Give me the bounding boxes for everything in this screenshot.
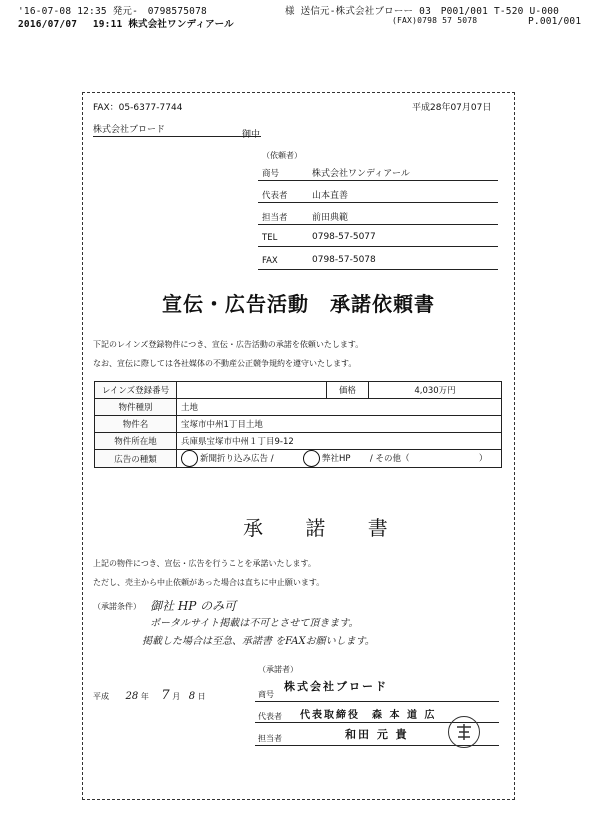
price-value: 4,030万円 bbox=[369, 382, 502, 399]
ad-option-2-circle-mark bbox=[303, 450, 320, 467]
ad-option-other: / その他（ bbox=[369, 454, 410, 464]
intro-line-1: 下記のレインズ登録物件につき、宣伝・広告活動の承諾を依頼いたします。 bbox=[93, 340, 364, 349]
table-row bbox=[95, 433, 502, 450]
recipient-honorific: 御中 bbox=[242, 130, 261, 140]
sender-person-value: 前田典範 bbox=[312, 213, 349, 223]
approver-person-label: 担当者 bbox=[258, 734, 282, 743]
price-label: 価格 bbox=[327, 382, 369, 399]
fax-header-line1-right: 様 送信元-株式会社ブローー 03 P001/001 T-520 U-000 bbox=[285, 6, 560, 17]
consent-date-month: 7 bbox=[161, 688, 170, 703]
reins-number-label: レインズ登録番号 bbox=[95, 382, 177, 399]
approver-company-label: 商号 bbox=[258, 690, 274, 699]
ad-option-newspaper: 新聞折り込み広告 / bbox=[200, 454, 274, 464]
consent-title-char-3: 書 bbox=[367, 516, 388, 540]
sender-company-value: 株式会社ワンディアール bbox=[312, 169, 410, 179]
consent-date bbox=[93, 688, 206, 703]
property-name-label: 物件名 bbox=[95, 416, 177, 433]
approver-rep-label: 代表者 bbox=[258, 712, 282, 721]
approver-section-label: （承諾者） bbox=[258, 665, 298, 674]
sender-person-line bbox=[258, 224, 498, 225]
document-title: 宣伝・広告活動 承諾依頼書 bbox=[162, 292, 435, 316]
sender-section-label: （依頼者） bbox=[262, 151, 302, 160]
condition-handwritten-1: 御社 HP のみ可 bbox=[150, 599, 237, 613]
property-name-value: 宝塚市中州1丁目土地 bbox=[177, 416, 502, 433]
reins-number-value bbox=[177, 382, 327, 399]
table-row bbox=[95, 399, 502, 416]
property-address-label: 物件所在地 bbox=[95, 433, 177, 450]
sender-person-label: 担当者 bbox=[262, 213, 288, 223]
fax-header-line2-right: P.001/001 bbox=[528, 16, 582, 27]
fax-header-line1-left: '16-07-08 12:35 発元- 0798575078 bbox=[18, 6, 207, 17]
sender-rep-value: 山本直善 bbox=[312, 191, 349, 201]
consent-date-day-unit: 日 bbox=[197, 692, 206, 701]
seal-icon bbox=[449, 717, 479, 747]
consent-date-day: 8 bbox=[188, 691, 196, 702]
sender-fax-line bbox=[258, 269, 498, 270]
personal-seal-stamp bbox=[448, 716, 480, 748]
property-table bbox=[94, 381, 502, 468]
ad-type-options bbox=[177, 450, 502, 468]
sender-rep-line bbox=[258, 202, 498, 203]
sender-fax-label: FAX bbox=[262, 256, 278, 266]
ad-option-1-circle-mark bbox=[181, 450, 198, 467]
approver-company-line bbox=[255, 701, 499, 702]
table-row bbox=[95, 450, 502, 468]
fax-header-line2-mid: (FAX)0798 57 5078 bbox=[392, 16, 478, 25]
sender-tel-value: 0798-57-5077 bbox=[312, 232, 376, 242]
approver-person-stamp: 和田 元 貴 bbox=[345, 728, 409, 741]
fax-to-number: FAX：05-6377-7744 bbox=[93, 103, 183, 113]
approver-rep-stamp: 代表取締役 森 本 道 広 bbox=[300, 710, 437, 721]
consent-title-char-2: 諾 bbox=[305, 516, 326, 540]
condition-handwritten-3: 掲載した場合は至急、承諾書 をFAXお願いします。 bbox=[142, 636, 375, 647]
table-row bbox=[95, 382, 502, 399]
ad-option-other-close: ） bbox=[478, 454, 488, 464]
recipient-name: 株式会社ブロード bbox=[93, 125, 166, 135]
consent-line-1: 上記の物件につき、宣伝・広告を行うことを承諾いたします。 bbox=[93, 559, 316, 568]
consent-date-year-unit: 年 bbox=[140, 692, 149, 701]
property-address-value: 兵庫県宝塚市中州１丁目9-12 bbox=[177, 433, 502, 450]
recipient-underline bbox=[93, 136, 261, 137]
sender-company-label: 商号 bbox=[262, 169, 280, 179]
property-type-value: 土地 bbox=[177, 399, 502, 416]
sender-tel-line bbox=[258, 246, 498, 247]
consent-date-era: 平成 bbox=[93, 692, 109, 701]
consent-date-month-unit: 月 bbox=[172, 692, 181, 701]
property-type-label: 物件種別 bbox=[95, 399, 177, 416]
consent-date-year: 28 bbox=[125, 691, 139, 702]
sender-fax-value: 0798-57-5078 bbox=[312, 255, 376, 265]
fax-header-line2-left: 2016/07/07 19:11 株式会社ワンディアール bbox=[18, 19, 234, 30]
sender-company-line bbox=[258, 180, 498, 181]
ad-type-label: 広告の種類 bbox=[95, 450, 177, 468]
consent-line-2: ただし、売主から中止依頼があった場合は直ちに中止願います。 bbox=[93, 578, 325, 587]
condition-handwritten-2: ポータルサイト掲載は不可とさせて頂きます。 bbox=[150, 618, 359, 629]
table-row bbox=[95, 416, 502, 433]
consent-title bbox=[225, 512, 406, 541]
consent-title-char-1: 承 bbox=[243, 516, 263, 540]
sender-rep-label: 代表者 bbox=[262, 191, 288, 201]
sender-tel-label: TEL bbox=[262, 233, 278, 243]
intro-line-2: なお、宣伝に際しては各社媒体の不動産公正競争規約を遵守いたします。 bbox=[93, 359, 357, 368]
ad-option-homepage: 弊社HP bbox=[321, 454, 351, 464]
document-date: 平成28年07月07日 bbox=[412, 103, 492, 113]
approver-company-stamp: 株式会社ブロード bbox=[284, 680, 388, 693]
conditions-label: （承諾条件） bbox=[93, 602, 141, 611]
